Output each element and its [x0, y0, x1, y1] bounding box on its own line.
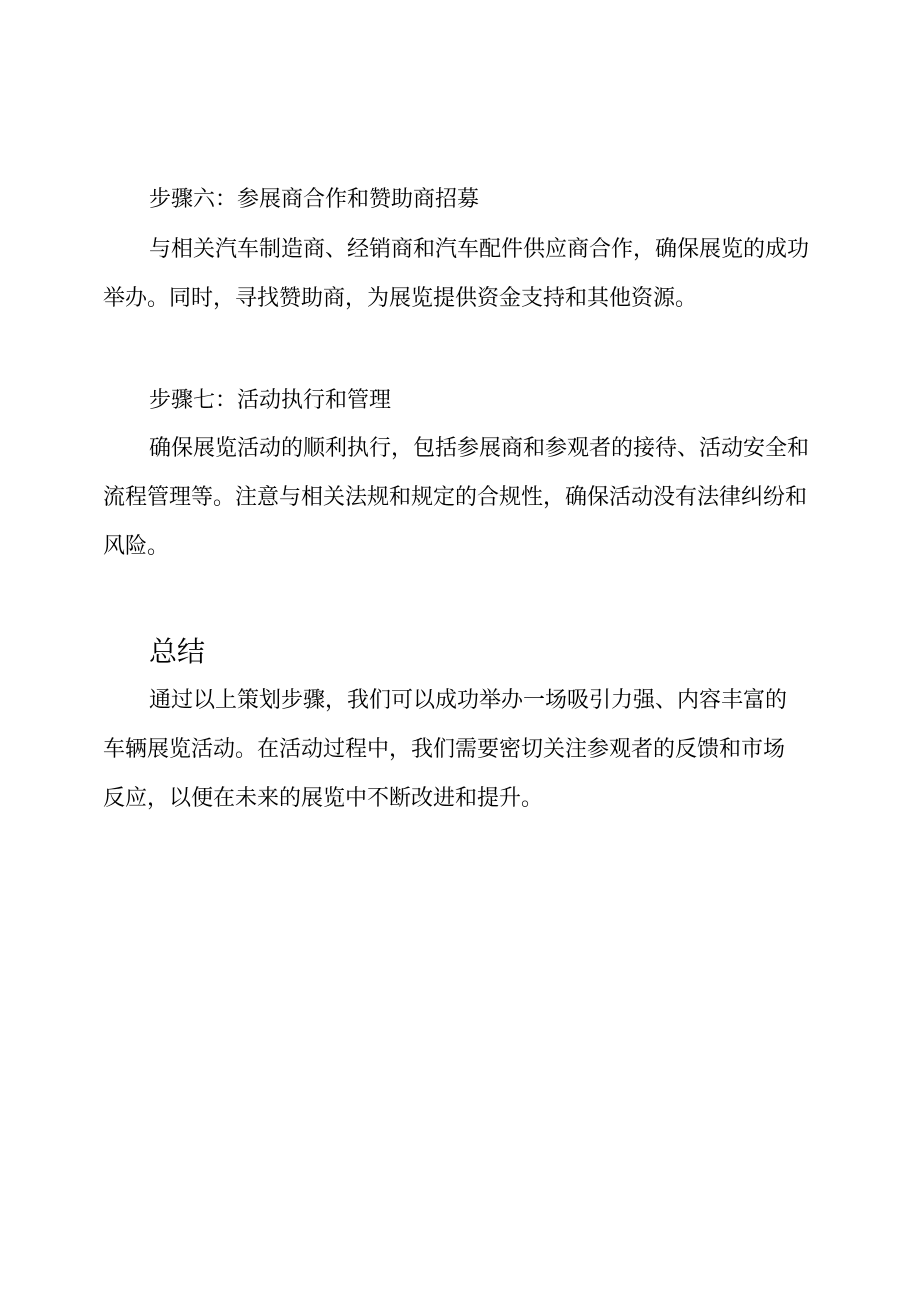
- section-paragraph-step-6: 与相关汽车制造商、经销商和汽车配件供应商合作，确保展览的成功举办。同时，寻找赞助商，为展览提供资金支持和其他资源。: [103, 237, 810, 311]
- section-heading-step-6: 步骤六：参展商合作和赞助商招募: [149, 187, 480, 212]
- summary-heading: 总结: [149, 635, 206, 668]
- section-paragraph-step-7: 确保展览活动的顺利执行，包括参展商和参观者的接待、活动安全和流程管理等。注意与相关法规和规定的合规性，确保活动没有法律纠纷和风险。: [103, 436, 810, 559]
- summary-paragraph: 通过以上策划步骤，我们可以成功举办一场吸引力强、内容丰富的车辆展览活动。在活动过程中，我们需要密切关注参观者的反馈和市场反应，以便在未来的展览中不断改进和提升。: [103, 688, 788, 811]
- section-heading-step-7: 步骤七：活动执行和管理: [149, 388, 392, 413]
